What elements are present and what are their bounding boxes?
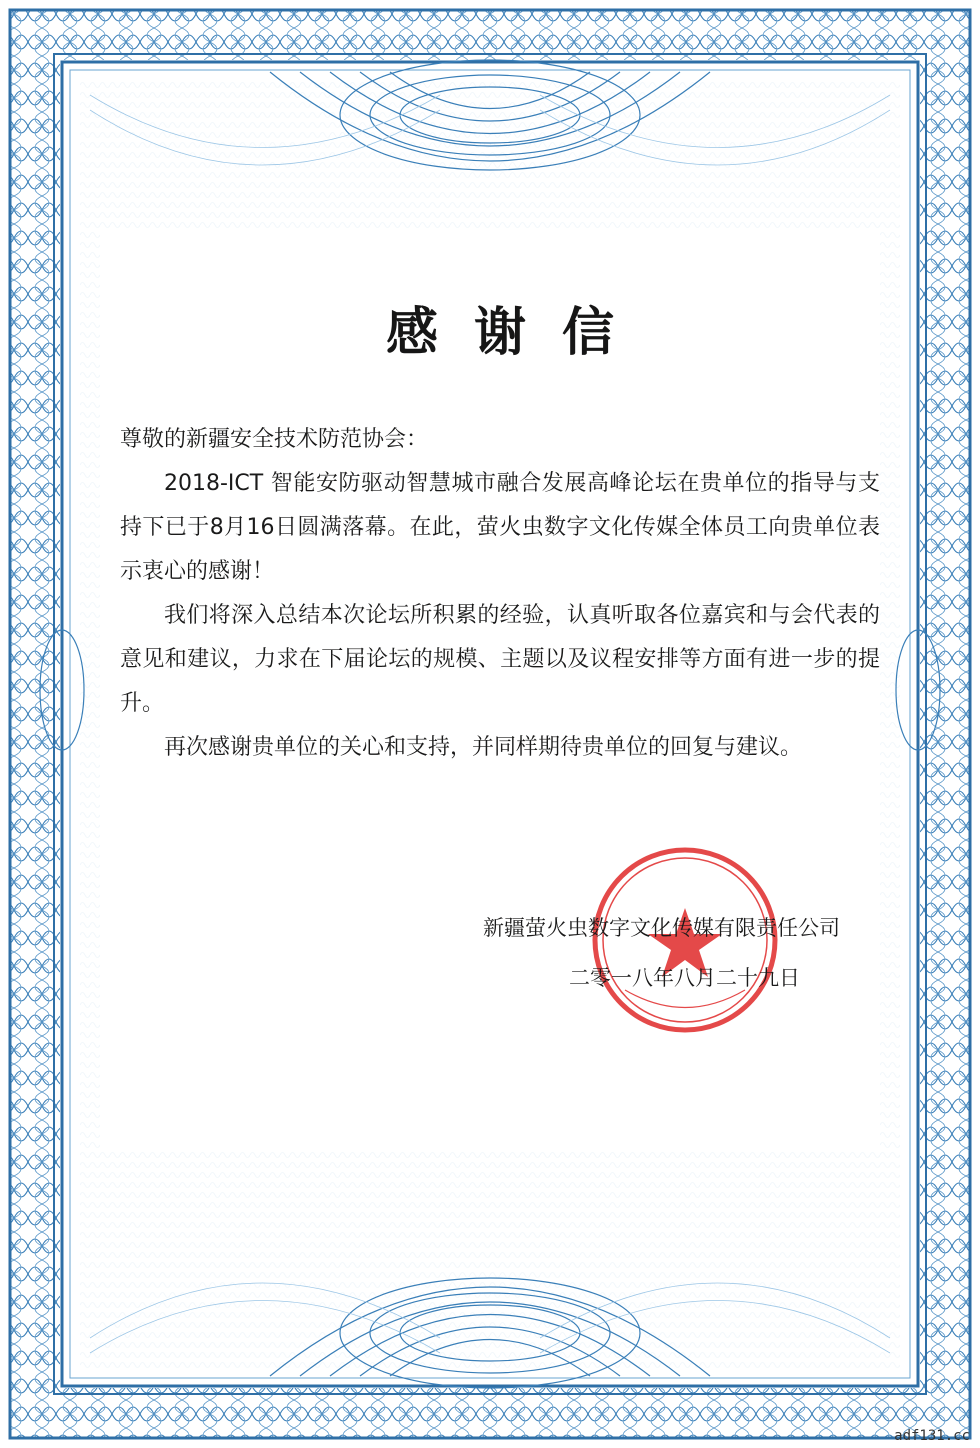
signature-company: 新疆萤火虫数字文化传媒有限责任公司 [483, 916, 840, 940]
salutation: 尊敬的新疆安全技术防范协会： [120, 427, 429, 452]
watermark: adf131.cc [894, 1428, 970, 1444]
signature-date: 二零一八年八月二十九日 [569, 966, 800, 990]
paragraph-1: 2018-ICT 智能安防驱动智慧城市融合发展高峰论坛在贵单位的指导与支持下已于8月16日圆满落幕。在此，萤火虫数字文化传媒全体员工向贵单位表示衷心的感谢！ [120, 471, 880, 584]
signature-block [483, 903, 840, 1003]
letter-body [120, 418, 880, 770]
letter-title: 感谢信 [385, 302, 650, 363]
paragraph-3: 再次感谢贵单位的关心和支持，并同样期待贵单位的回复与建议。 [164, 735, 803, 760]
paragraph-2: 我们将深入总结本次论坛所积累的经验，认真听取各位嘉宾和与会代表的意见和建议，力求在下届论坛的规模、主题以及议程安排等方面有进一步的提升。 [120, 603, 880, 716]
